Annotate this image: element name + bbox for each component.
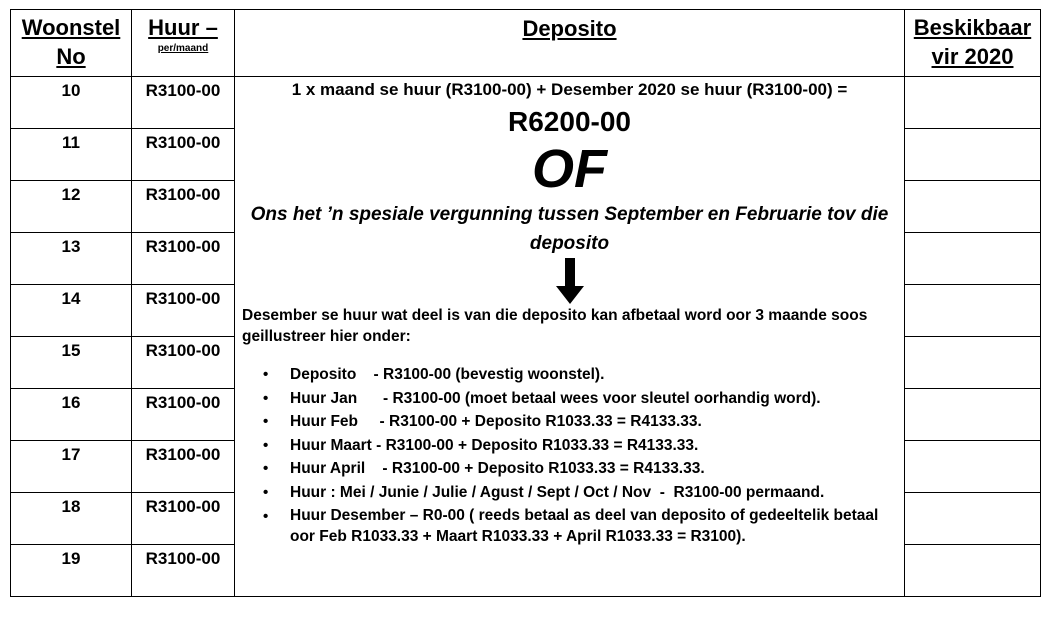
availability-cell xyxy=(905,233,1041,285)
bullet-icon: • xyxy=(263,507,269,525)
availability-cell xyxy=(905,285,1041,337)
unit-number: 14 xyxy=(11,285,132,337)
list-item xyxy=(263,505,898,547)
unit-number: 16 xyxy=(11,389,132,441)
list-item xyxy=(263,434,898,458)
header-unit-no xyxy=(11,10,132,77)
unit-number: 18 xyxy=(11,493,132,545)
header-deposit-label: Deposito xyxy=(522,16,617,41)
availability-cell xyxy=(905,337,1041,389)
monthly-rent: R3100-00 xyxy=(132,233,235,285)
header-available-line2: vir 2020 xyxy=(931,44,1014,69)
monthly-rent: R3100-00 xyxy=(132,129,235,181)
down-arrow-icon xyxy=(235,258,904,306)
availability-cell xyxy=(905,545,1041,597)
deposit-total: R6200-00 xyxy=(508,106,631,137)
payment-item-text: Deposito - R3100-00 (bevestig woonstel). xyxy=(290,366,605,383)
table-row xyxy=(11,77,1041,129)
monthly-rent: R3100-00 xyxy=(132,337,235,389)
header-rent xyxy=(132,10,235,77)
bullet-icon: • xyxy=(263,436,269,454)
monthly-rent: R3100-00 xyxy=(132,441,235,493)
list-item xyxy=(263,410,898,434)
bullet-icon: • xyxy=(263,366,269,383)
bullet-icon: • xyxy=(263,413,269,431)
payment-item-text: Huur Desember – R0-00 ( reeds betaal as deel van deposito of gedeeltelik betaal oor Feb R1033.33 + Maart R1033.33 + April R1033.33 = R3100). xyxy=(290,506,883,545)
availability-cell xyxy=(905,389,1041,441)
availability-cell xyxy=(905,181,1041,233)
monthly-rent: R3100-00 xyxy=(132,77,235,129)
list-item xyxy=(263,363,898,387)
monthly-rent: R3100-00 xyxy=(132,545,235,597)
monthly-rent: R3100-00 xyxy=(132,493,235,545)
availability-cell xyxy=(905,441,1041,493)
header-unit-line1: Woonstel xyxy=(21,15,121,40)
deposit-details xyxy=(235,77,905,597)
payment-item-text: Huur April - R3100-00 + Deposito R1033.33 = R4133.33. xyxy=(290,460,705,478)
availability-cell xyxy=(905,493,1041,545)
monthly-rent: R3100-00 xyxy=(132,285,235,337)
payment-item-text: Huur Feb - R3100-00 + Deposito R1033.33 = R4133.33. xyxy=(290,413,702,431)
unit-number: 17 xyxy=(11,441,132,493)
header-deposit xyxy=(235,10,905,77)
header-unit-line2: No xyxy=(56,44,86,69)
deposit-or: OF xyxy=(532,139,607,199)
unit-number: 15 xyxy=(11,337,132,389)
availability-cell xyxy=(905,129,1041,181)
availability-cell xyxy=(905,77,1041,129)
bullet-icon: • xyxy=(263,460,269,478)
unit-number: 19 xyxy=(11,545,132,597)
deposit-formula: 1 x maand se huur (R3100-00) + Desember 2020 se huur (R3100-00) = xyxy=(291,80,848,99)
deposit-special-offer: Ons het ’n spesiale vergunning tussen September en Februarie tov die deposito xyxy=(250,204,889,254)
unit-number: 13 xyxy=(11,233,132,285)
unit-number: 11 xyxy=(11,129,132,181)
monthly-rent: R3100-00 xyxy=(132,389,235,441)
header-row xyxy=(11,10,1041,77)
unit-number: 12 xyxy=(11,181,132,233)
header-available-line1: Beskikbaar xyxy=(913,15,1032,40)
unit-number: 10 xyxy=(11,77,132,129)
header-available xyxy=(905,10,1041,77)
list-item xyxy=(263,387,898,411)
payment-item-text: Huur : Mei / Junie / Julie / Agust / Sept / Oct / Nov - R3100-00 permaand. xyxy=(290,483,825,501)
payment-item-text: Huur Jan - R3100-00 (moet betaal wees voor sleutel oorhandig word). xyxy=(290,389,821,407)
list-item xyxy=(263,481,898,505)
payment-plan-list xyxy=(235,363,904,547)
installment-intro: Desember se huur wat deel is van die deposito kan afbetaal word oor 3 maande soos geillustreer hier onder: xyxy=(242,307,868,345)
bullet-icon: • xyxy=(263,389,269,407)
bullet-icon: • xyxy=(263,483,269,501)
payment-item-text: Huur Maart - R3100-00 + Deposito R1033.33 = R4133.33. xyxy=(290,436,699,454)
monthly-rent: R3100-00 xyxy=(132,181,235,233)
header-rent-main: Huur – xyxy=(148,15,218,40)
rental-table xyxy=(10,9,1041,597)
header-rent-sub: per/maand xyxy=(157,43,209,54)
list-item xyxy=(263,457,898,481)
